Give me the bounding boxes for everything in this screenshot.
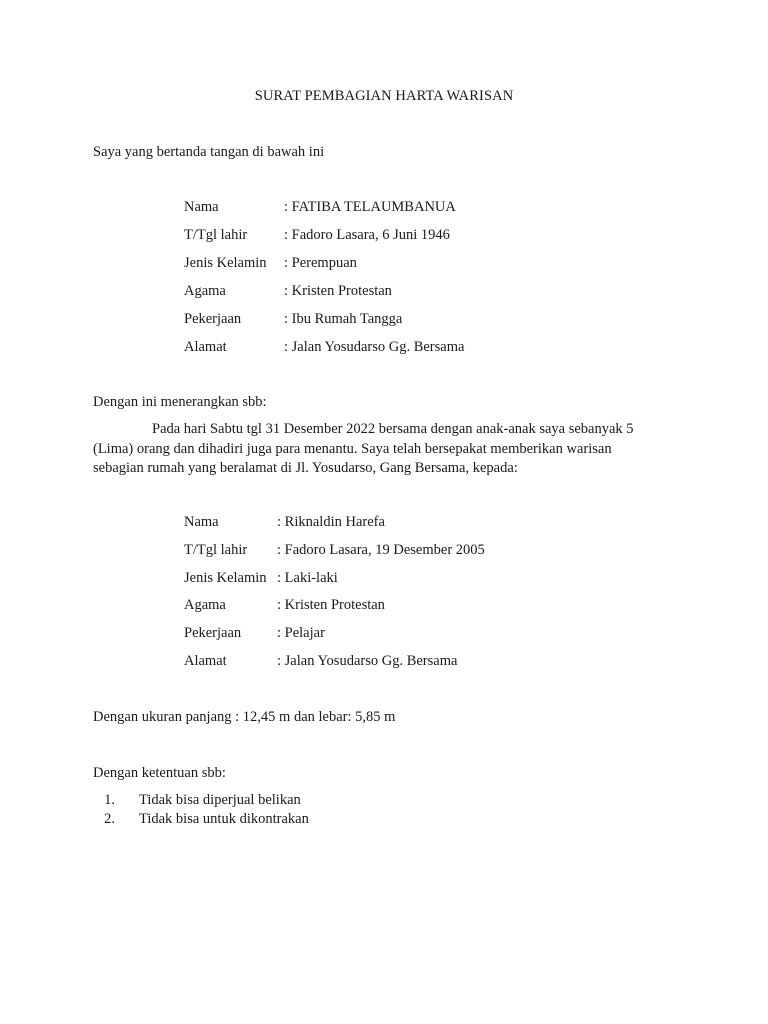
heir-occupation-value: : Pelajar (277, 625, 325, 641)
grantor-gender-label: Jenis Kelamin (184, 255, 267, 271)
statement-paragraph (93, 420, 673, 479)
grantor-name-value: : FATIBA TELAUMBANUA (284, 199, 456, 215)
heir-occupation-label: Pekerjaan (184, 625, 242, 641)
size-text: Dengan ukuran panjang : 12,45 m dan lebar: 5,85 m (93, 709, 396, 725)
grantor-occupation-value: : Ibu Rumah Tangga (284, 311, 403, 327)
intro-text: Saya yang bertanda tangan di bawah ini (93, 144, 325, 160)
heir-address-label: Alamat (184, 653, 227, 669)
statement-heading: Dengan ini menerangkan sbb: (93, 394, 267, 410)
grantor-birth-label: T/Tgl lahir (184, 227, 248, 243)
grantor-occupation-label: Pekerjaan (184, 311, 242, 327)
heir-name-label: Nama (184, 514, 219, 530)
paragraph-line: Pada hari Sabtu tgl 31 Desember 2022 bersama dengan anak-anak saya sebanyak 5 (152, 421, 634, 437)
paragraph-line: (Lima) orang dan dihadiri juga para menantu. Saya telah bersepakat memberikan warisan (93, 440, 612, 457)
list-item-text: Tidak bisa untuk dikontrakan (139, 811, 309, 827)
grantor-address-value: : Jalan Yosudarso Gg. Bersama (284, 339, 465, 355)
list-item (93, 810, 309, 829)
heir-religion-value: : Kristen Protestan (277, 597, 385, 613)
heir-gender-label: Jenis Kelamin (184, 570, 267, 586)
heir-religion-label: Agama (184, 597, 226, 613)
grantor-religion-value: : Kristen Protestan (284, 283, 392, 299)
paragraph-line: sebagian rumah yang beralamat di Jl. Yosudarso, Gang Bersama, kepada: (93, 460, 518, 476)
document-title: SURAT PEMBAGIAN HARTA WARISAN (254, 88, 514, 104)
grantor-birth-value: : Fadoro Lasara, 6 Juni 1946 (284, 227, 450, 243)
heir-name-value: : Riknaldin Harefa (277, 514, 385, 530)
grantor-address-label: Alamat (184, 339, 227, 355)
heir-birth-label: T/Tgl lahir (184, 542, 248, 558)
grantor-gender-value: : Perempuan (284, 255, 357, 271)
grantor-name-label: Nama (184, 199, 219, 215)
list-number: 1. (104, 792, 115, 808)
list-item (93, 791, 309, 810)
grantor-religion-label: Agama (184, 283, 226, 299)
list-item-text: Tidak bisa diperjual belikan (139, 792, 301, 808)
heir-birth-value: : Fadoro Lasara, 19 Desember 2005 (277, 542, 485, 558)
conditions-list (93, 791, 309, 829)
heir-address-value: : Jalan Yosudarso Gg. Bersama (277, 653, 458, 669)
heir-gender-value: : Laki-laki (277, 570, 338, 586)
list-number: 2. (104, 811, 115, 827)
conditions-heading: Dengan ketentuan sbb: (93, 765, 226, 781)
